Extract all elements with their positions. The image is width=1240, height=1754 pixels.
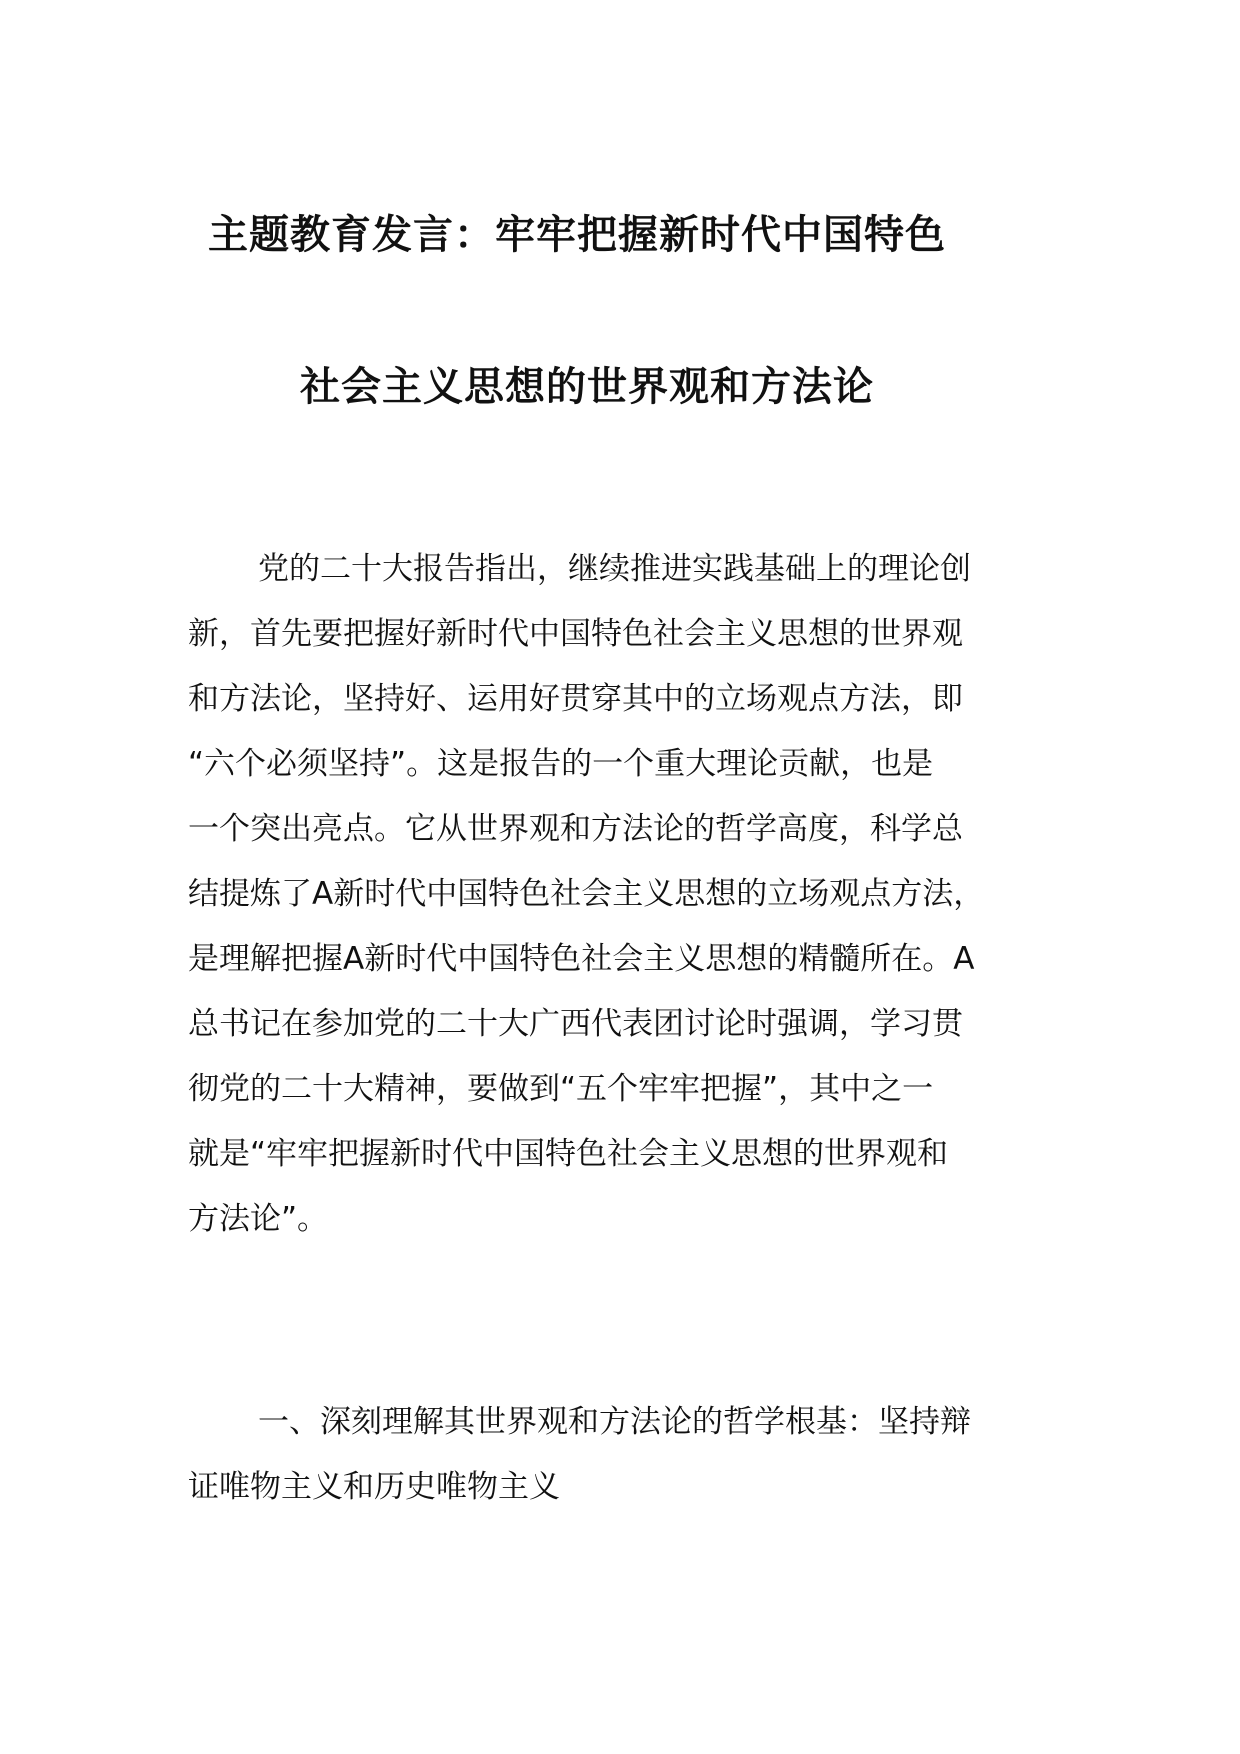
heading-line: 证唯物主义和历史唯物主义	[188, 1469, 560, 1505]
paragraph-line: 彻党的二十大精神，要做到“五个牢牢把握”，其中之一	[188, 1071, 934, 1107]
heading-line: 一、深刻理解其世界观和方法论的哲学根基：坚持辩	[258, 1404, 971, 1440]
paragraph-line: 总书记在参加党的二十大广西代表团讨论时强调，学习贯	[188, 1006, 963, 1042]
paragraph-line: 一个突出亮点。它从世界观和方法论的哲学高度，科学总	[188, 811, 963, 847]
paragraph-line: 是理解把握A新时代中国特色社会主义思想的精髓所在。A	[188, 941, 975, 977]
paragraph-line: 和方法论，坚持好、运用好贯穿其中的立场观点方法，即	[188, 681, 963, 717]
paragraph-line: 结提炼了A新时代中国特色社会主义思想的立场观点方法，	[188, 876, 985, 912]
document-title-line-2: 社会主义思想的世界观和方法论	[300, 364, 874, 410]
document-title-line-1: 主题教育发言：牢牢把握新时代中国特色	[208, 212, 946, 258]
paragraph-line: 党的二十大报告指出，继续推进实践基础上的理论创	[258, 551, 971, 587]
paragraph-line: “六个必须坚持”。这是报告的一个重大理论贡献，也是	[188, 746, 934, 782]
paragraph-line: 方法论”。	[188, 1201, 329, 1237]
paragraph-line: 新，首先要把握好新时代中国特色社会主义思想的世界观	[188, 616, 963, 652]
paragraph-line: 就是“牢牢把握新时代中国特色社会主义思想的世界观和	[188, 1136, 949, 1172]
